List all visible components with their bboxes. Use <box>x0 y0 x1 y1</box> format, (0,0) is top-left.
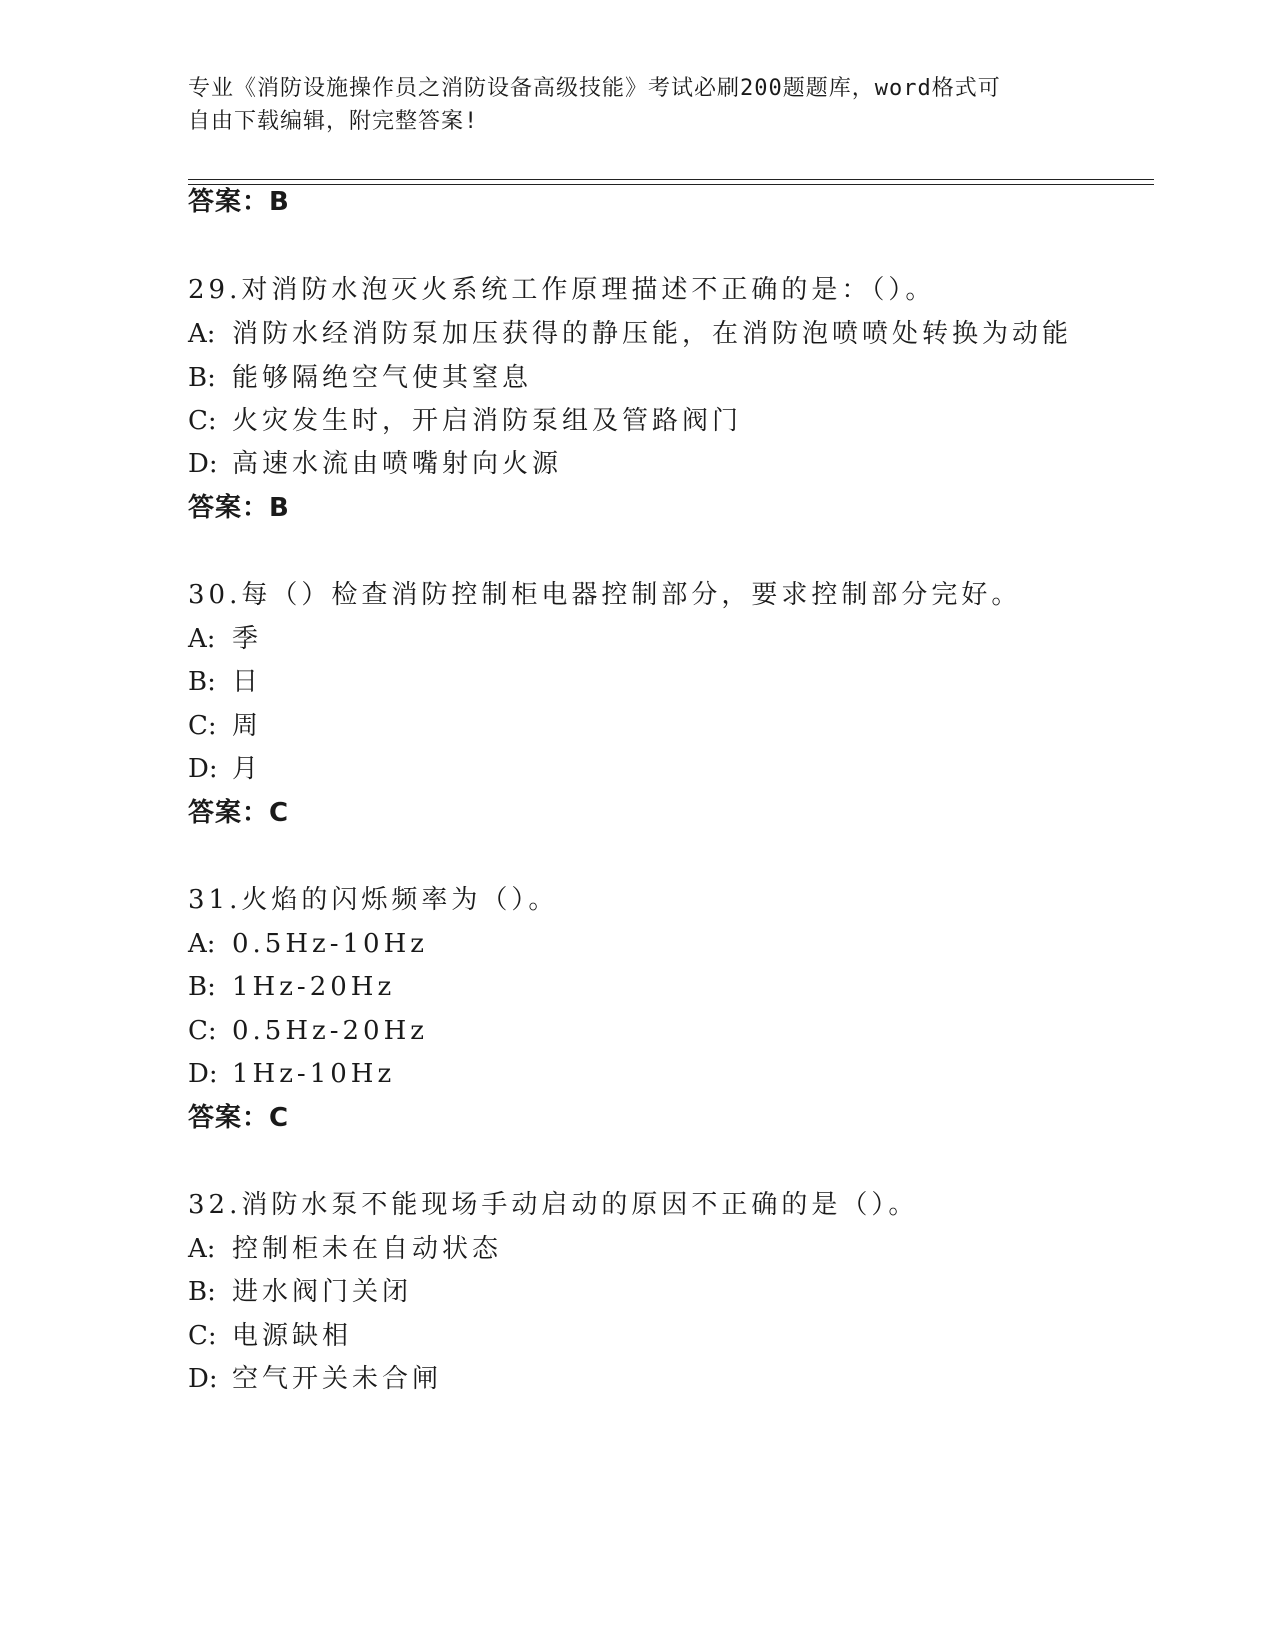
option-key: D: <box>188 1059 218 1089</box>
option-row <box>188 1274 412 1310</box>
answer-line: 答案：C <box>188 1103 290 1133</box>
option-row <box>188 664 262 700</box>
option-row <box>188 926 428 962</box>
header-line-1: 专业《消防设施操作员之消防设备高级技能》考试必刷200题题库，word格式可 <box>188 76 1001 101</box>
option-text: 能够隔绝空气使其窒息 <box>232 363 533 393</box>
option-text: 日 <box>232 667 263 697</box>
option-key: B: <box>188 363 216 393</box>
option-row <box>188 1013 428 1049</box>
option-text: 高速水流由喷嘴射向火源 <box>232 449 563 479</box>
option-key: C: <box>188 1016 217 1046</box>
option-row <box>188 403 742 439</box>
page-header <box>188 72 1088 138</box>
option-row <box>188 708 262 744</box>
answer-line: 答案：B <box>188 187 290 217</box>
option-key: D: <box>188 1364 218 1394</box>
option-text: 周 <box>232 711 263 741</box>
option-row <box>188 1318 352 1354</box>
option-row <box>188 1361 442 1397</box>
option-text: 电源缺相 <box>232 1321 353 1351</box>
option-key: D: <box>188 754 218 784</box>
option-key: A: <box>188 319 216 349</box>
option-key: C: <box>188 406 217 436</box>
option-text: 空气开关未合闸 <box>232 1364 443 1394</box>
option-key: D: <box>188 449 218 479</box>
question-stem: 31.火焰的闪烁频率为（）。 <box>188 885 559 915</box>
option-text: 季 <box>232 624 263 654</box>
option-key: C: <box>188 1321 217 1351</box>
option-row <box>188 446 562 482</box>
option-row <box>188 1056 395 1092</box>
option-key: A: <box>188 929 216 959</box>
answer-line: 答案：B <box>188 493 290 523</box>
header-rule <box>188 179 1154 185</box>
option-text: 火灾发生时，开启消防泵组及管路阀门 <box>232 406 743 436</box>
option-key: B: <box>188 972 216 1002</box>
option-text: 消防水经消防泵加压获得的静压能，在消防泡喷喷处转换为动能 <box>232 319 1073 349</box>
option-key: A: <box>188 1234 216 1264</box>
option-row <box>188 969 395 1005</box>
question-stem: 30.每（）检查消防控制柜电器控制部分，要求控制部分完好。 <box>188 580 1022 610</box>
option-row <box>188 751 262 787</box>
option-text: 1Hz-20Hz <box>232 972 396 1002</box>
option-text: 进水阀门关闭 <box>232 1277 413 1307</box>
option-text: 控制柜未在自动状态 <box>232 1234 503 1264</box>
option-row <box>188 621 262 657</box>
option-key: B: <box>188 667 216 697</box>
option-text: 0.5Hz-10Hz <box>232 929 428 959</box>
option-key: B: <box>188 1277 216 1307</box>
option-text: 月 <box>232 754 263 784</box>
option-text: 0.5Hz-20Hz <box>232 1016 428 1046</box>
option-row <box>188 1231 502 1267</box>
option-key: A: <box>188 624 216 654</box>
question-stem: 29.对消防水泡灭火系统工作原理描述不正确的是：（）。 <box>188 275 936 305</box>
option-row <box>188 360 532 396</box>
option-text: 1Hz-10Hz <box>232 1059 396 1089</box>
option-row <box>188 316 1072 352</box>
option-key: C: <box>188 711 217 741</box>
question-stem: 32.消防水泵不能现场手动启动的原因不正确的是（）。 <box>188 1190 919 1220</box>
answer-line: 答案：C <box>188 798 290 828</box>
header-line-2: 自由下载编辑，附完整答案! <box>188 109 479 134</box>
